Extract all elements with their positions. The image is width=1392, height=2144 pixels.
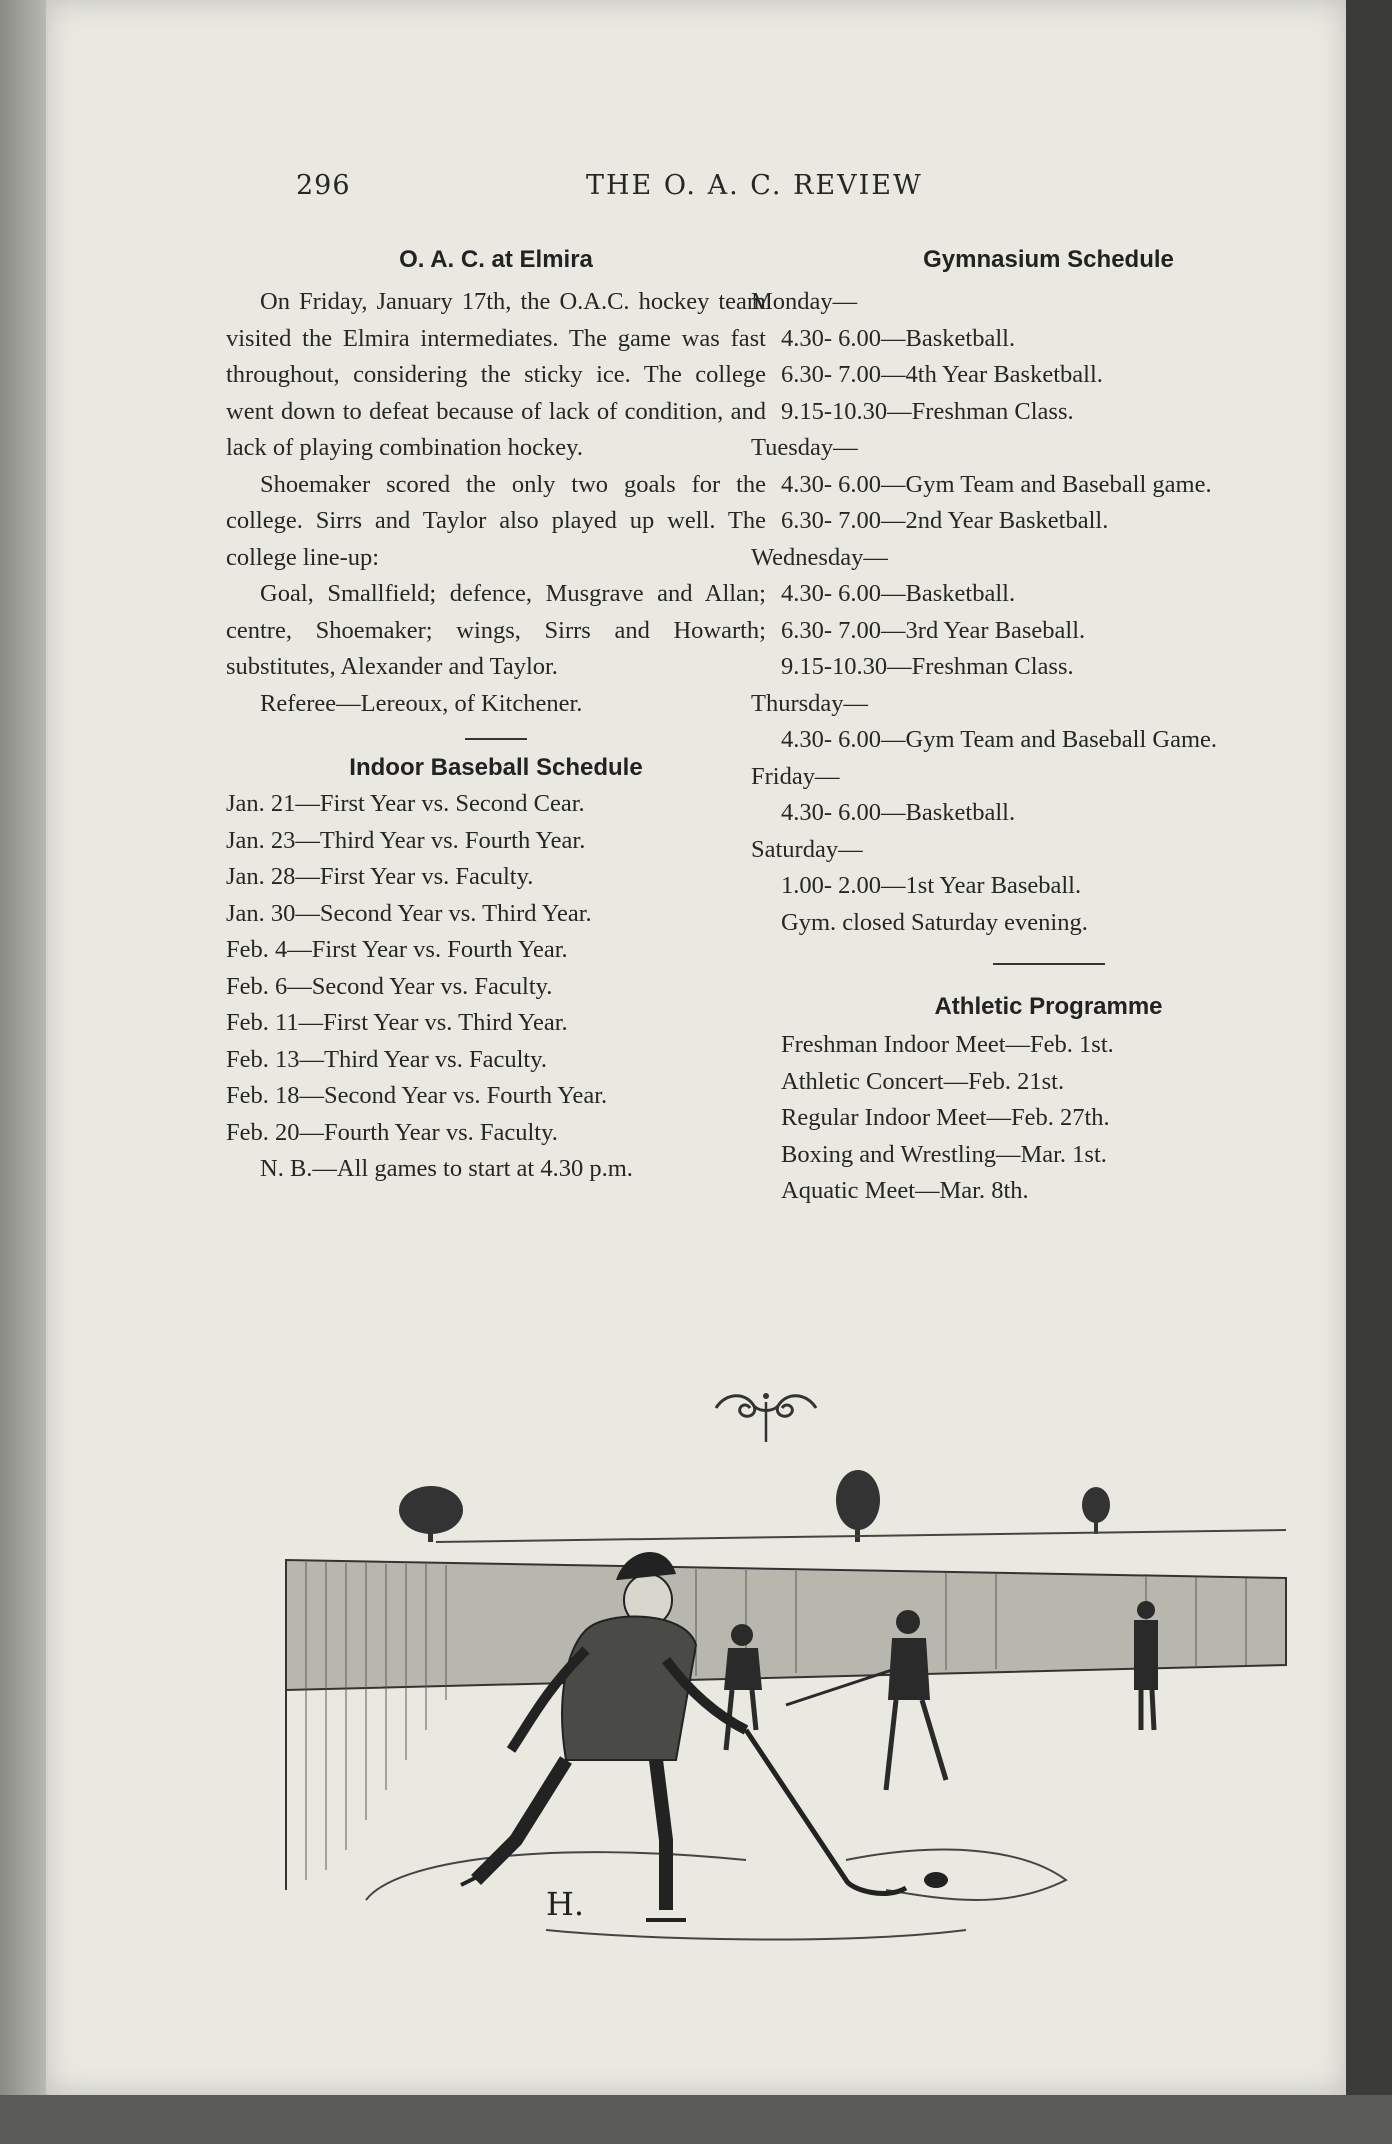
gym-day-label: Monday— [751, 288, 858, 315]
athletic-event: Regular Indoor Meet—Feb. 27th. [781, 1104, 1110, 1131]
page-gutter [0, 0, 46, 2144]
page-edge-right [1346, 0, 1392, 2144]
athletic-list [751, 1027, 1346, 1210]
gym-day-label: Saturday— [751, 835, 863, 863]
indoor-baseball-list [226, 786, 766, 1151]
elmira-referee: Referee—Lereoux, of Kitchener. [260, 689, 583, 717]
gym-day [751, 759, 1346, 832]
indoor-baseball-heading: Indoor Baseball Schedule [349, 754, 643, 781]
gym-slot: 9.15-10.30—Freshman Class. [781, 653, 1074, 680]
section-divider [993, 963, 1105, 965]
gym-day-label: Wednesday— [751, 543, 888, 571]
elmira-lineup: Goal, Smallfield; defence, Musgrave and Allan; centre, Shoemaker; wings, Sirrs and Howarth; substitutes, Alexander and Taylor. [226, 580, 766, 680]
gym-slot: 6.30- 7.00—2nd Year Basketball. [781, 507, 1109, 534]
game-row: Feb. 11—First Year vs. Third Year. [226, 1009, 568, 1036]
game-row: Feb. 18—Second Year vs. Fourth Year. [226, 1082, 608, 1109]
hockey-illustration [246, 1460, 1306, 1960]
gymnasium-heading: Gymnasium Schedule [923, 246, 1174, 273]
page [46, 0, 1346, 2095]
gym-slot: 6.30- 7.00—3rd Year Baseball. [781, 616, 1086, 644]
section-divider [465, 738, 527, 740]
indoor-baseball-note: N. B.—All games to start at 4.30 p.m. [260, 1155, 633, 1182]
game-row: Feb. 6—Second Year vs. Faculty. [226, 972, 553, 1000]
gym-day [751, 832, 1346, 942]
athletic-event: Freshman Indoor Meet—Feb. 1st. [781, 1031, 1114, 1058]
gym-day [751, 284, 1346, 430]
background-player [1134, 1601, 1158, 1730]
page-number: 296 [296, 170, 351, 201]
gym-slot: 1.00- 2.00—1st Year Baseball. [781, 872, 1082, 899]
gym-day [751, 540, 1346, 686]
gym-day [751, 686, 1346, 759]
gym-slot: 4.30- 6.00—Basketball. [781, 799, 1016, 826]
gym-slot: 4.30- 6.00—Gym Team and Baseball game. [781, 470, 1212, 498]
gym-slot: 6.30- 7.00—4th Year Basketball. [781, 361, 1103, 388]
game-row: Jan. 28—First Year vs. Faculty. [226, 863, 534, 890]
page-edge-bottom [0, 2095, 1392, 2144]
gym-note: Gym. closed Saturday evening. [781, 908, 1088, 936]
running-title: THE O. A. C. REVIEW [586, 170, 923, 201]
game-row: Feb. 20—Fourth Year vs. Faculty. [226, 1118, 558, 1146]
game-row: Feb. 13—Third Year vs. Faculty. [226, 1045, 547, 1073]
artist-signature: H. [546, 1885, 585, 1923]
rink-boards [286, 1560, 1286, 1890]
elmira-paragraph-2: Shoemaker scored the only two goals for the college. Sirrs and Taylor also played up well. The college line-up: [226, 470, 766, 571]
athletic-heading: Athletic Programme [934, 993, 1163, 1020]
elmira-paragraph-1: On Friday, January 17th, the O.A.C. hockey team visited the Elmira intermediates. The game was fast throughout, considering the sticky ice. The college went down to defeat because of lack of condition, and lack of playing combination hockey. [226, 288, 766, 461]
left-column [226, 246, 766, 1188]
gym-slot: 9.15-10.30—Freshman Class. [781, 397, 1074, 425]
gym-day-label: Friday— [751, 762, 840, 790]
game-row: Jan. 23—Third Year vs. Fourth Year. [226, 826, 586, 854]
page-header [46, 170, 1346, 210]
athletic-event: Boxing and Wrestling—Mar. 1st. [781, 1140, 1107, 1168]
game-row: Feb. 4—First Year vs. Fourth Year. [226, 936, 568, 963]
gym-slot: 4.30- 6.00—Basketball. [781, 324, 1016, 352]
tree-icon [1082, 1487, 1110, 1534]
gym-slot: 4.30- 6.00—Gym Team and Baseball Game. [781, 726, 1218, 753]
tree-icon [836, 1470, 880, 1542]
gym-day [751, 430, 1346, 540]
athletic-event: Athletic Concert—Feb. 21st. [781, 1067, 1065, 1095]
gym-day-label: Thursday— [751, 689, 869, 717]
gym-slot: 4.30- 6.00—Basketball. [781, 580, 1016, 607]
scroll-ornament-icon [706, 1372, 826, 1444]
gym-day-label: Tuesday— [751, 434, 858, 461]
right-column [751, 246, 1346, 1210]
elmira-heading: O. A. C. at Elmira [399, 246, 593, 273]
game-row: Jan. 21—First Year vs. Second Cear. [226, 790, 585, 817]
tree-icon [399, 1486, 463, 1542]
athletic-event: Aquatic Meet—Mar. 8th. [781, 1177, 1029, 1204]
game-row: Jan. 30—Second Year vs. Third Year. [226, 899, 592, 927]
